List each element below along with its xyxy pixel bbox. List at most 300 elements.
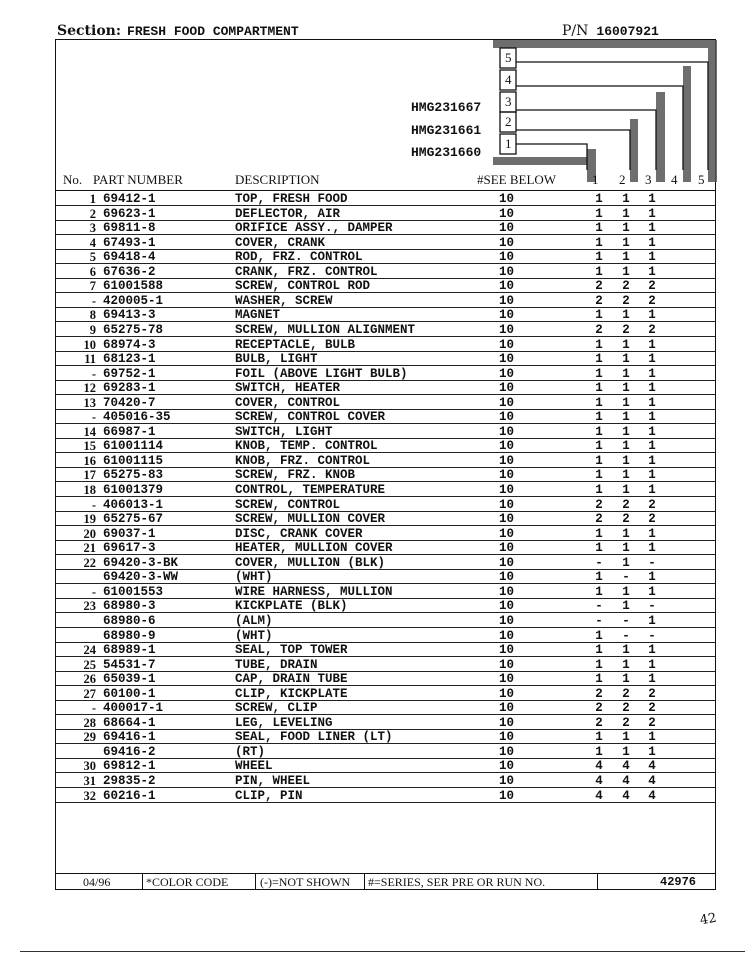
- model-staircase: [56, 40, 717, 191]
- row-part-number: 68989-1: [103, 643, 156, 658]
- row-description: DEFLECTOR, AIR: [235, 206, 341, 221]
- row-part-number: 54531-7: [103, 657, 156, 672]
- row-see-below: 10: [499, 192, 515, 206]
- row-number: 27: [83, 686, 96, 701]
- table-row: [56, 599, 715, 613]
- model-col-num: 5: [505, 50, 512, 65]
- row-qty-model-2: -: [622, 613, 630, 628]
- model-col-num: 1: [505, 136, 512, 151]
- table-row: [56, 410, 715, 424]
- row-qty-model-1: 1: [595, 468, 603, 483]
- table-row: [56, 294, 715, 308]
- row-part-number: 68980-9: [103, 628, 156, 643]
- row-part-number: 420005-1: [103, 293, 164, 308]
- row-part-number: 69416-2: [103, 744, 156, 759]
- row-part-number: 69420-3-BK: [103, 555, 179, 570]
- row-description: (WHT): [235, 628, 273, 643]
- row-description: SEAL, TOP TOWER: [235, 643, 348, 658]
- footer-series: #=SERIES, SER PRE OR RUN NO.: [368, 875, 546, 889]
- row-qty-model-3: 1: [648, 250, 656, 265]
- row-part-number: 68664-1: [103, 715, 156, 730]
- table-row: [56, 265, 715, 279]
- row-qty-model-3: 1: [648, 730, 656, 745]
- row-see-below: 10: [499, 555, 515, 570]
- row-qty-model-3: 1: [648, 410, 656, 425]
- row-part-number: 66987-1: [103, 424, 156, 439]
- table-row: [56, 789, 715, 803]
- row-part-number: 65275-67: [103, 512, 164, 527]
- row-number: -: [91, 410, 96, 425]
- row-part-number: 61001588: [103, 279, 164, 294]
- row-see-below: 10: [499, 235, 515, 250]
- row-qty-model-3: 2: [648, 279, 656, 294]
- row-description: SCREW, MULLION COVER: [235, 512, 386, 527]
- row-qty-model-2: 1: [622, 264, 630, 279]
- table-row: [56, 556, 715, 570]
- row-number: 24: [83, 643, 96, 658]
- row-part-number: 69418-4: [103, 250, 156, 265]
- row-see-below: 10: [499, 206, 515, 221]
- row-number: 1: [89, 192, 96, 206]
- footer-color-code: *COLOR CODE: [146, 875, 229, 889]
- row-see-below: 10: [499, 628, 515, 643]
- row-qty-model-3: 1: [648, 308, 656, 323]
- row-number: 28: [83, 715, 96, 730]
- row-rule: [56, 802, 715, 803]
- row-part-number: 61001114: [103, 439, 164, 454]
- row-qty-model-2: 1: [622, 643, 630, 658]
- row-part-number: 69416-1: [103, 730, 156, 745]
- row-qty-model-3: 1: [648, 395, 656, 410]
- row-see-below: 10: [499, 774, 515, 788]
- row-part-number: 67493-1: [103, 235, 156, 250]
- row-number: -: [91, 293, 96, 308]
- row-number: 13: [83, 395, 96, 410]
- row-qty-model-1: 1: [595, 264, 603, 279]
- row-qty-model-2: 2: [622, 293, 630, 308]
- row-qty-model-2: 1: [622, 221, 630, 236]
- row-qty-model-3: -: [648, 555, 656, 570]
- row-qty-model-2: 1: [622, 308, 630, 323]
- row-see-below: 10: [499, 250, 515, 265]
- row-qty-model-2: 2: [622, 512, 630, 527]
- row-see-below: 10: [499, 643, 515, 658]
- row-part-number: 68123-1: [103, 352, 156, 367]
- row-qty-model-2: 1: [622, 337, 630, 352]
- row-number: 18: [83, 483, 96, 497]
- row-part-number: 60216-1: [103, 788, 156, 803]
- model-col-num: 3: [505, 94, 512, 109]
- row-description: COVER, MULLION (BLK): [235, 555, 386, 570]
- row-qty-model-2: 1: [622, 584, 630, 599]
- row-see-below: 10: [499, 788, 515, 803]
- row-see-below: 10: [499, 410, 515, 425]
- header-rule: [56, 190, 715, 191]
- row-qty-model-3: 2: [648, 701, 656, 716]
- row-qty-model-1: 1: [595, 672, 603, 687]
- row-part-number: 61001553: [103, 584, 164, 599]
- row-qty-model-3: 1: [648, 613, 656, 628]
- row-qty-model-3: 1: [648, 192, 656, 206]
- row-see-below: 10: [499, 366, 515, 381]
- row-description: CLIP, PIN: [235, 788, 303, 803]
- row-see-below: 10: [499, 308, 515, 323]
- row-qty-model-3: 1: [648, 584, 656, 599]
- row-qty-model-3: 2: [648, 322, 656, 337]
- col-header-model-4: 4: [671, 172, 678, 187]
- row-description: WIRE HARNESS, MULLION: [235, 584, 393, 599]
- row-number: -: [91, 584, 96, 599]
- row-see-below: 10: [499, 541, 515, 556]
- row-qty-model-3: 1: [648, 657, 656, 672]
- row-part-number: 65039-1: [103, 672, 156, 687]
- row-number: 15: [83, 439, 96, 454]
- row-see-below: 10: [499, 424, 515, 439]
- row-description: SWITCH, LIGHT: [235, 424, 333, 439]
- row-description: ROD, FRZ. CONTROL: [235, 250, 363, 265]
- row-qty-model-3: 1: [648, 221, 656, 236]
- table-row: [56, 716, 715, 730]
- table-row: [56, 730, 715, 744]
- row-part-number: 69812-1: [103, 759, 156, 774]
- row-description: (ALM): [235, 613, 273, 628]
- col-header-see-below: #SEE BELOW: [477, 172, 557, 187]
- row-qty-model-3: 1: [648, 235, 656, 250]
- row-see-below: 10: [499, 570, 515, 585]
- row-qty-model-1: 2: [595, 322, 603, 337]
- row-qty-model-1: 1: [595, 744, 603, 759]
- row-qty-model-2: 2: [622, 715, 630, 730]
- row-qty-model-1: 1: [595, 250, 603, 265]
- row-qty-model-2: 1: [622, 672, 630, 687]
- row-part-number: 70420-7: [103, 395, 156, 410]
- row-see-below: 10: [499, 483, 515, 497]
- row-description: ORIFICE ASSY., DAMPER: [235, 221, 393, 236]
- table-row: [56, 759, 715, 773]
- row-see-below: 10: [499, 526, 515, 541]
- row-see-below: 10: [499, 599, 515, 614]
- row-number: 14: [83, 424, 96, 439]
- row-qty-model-3: 1: [648, 381, 656, 396]
- row-number: 2: [89, 206, 96, 221]
- row-number: 29: [83, 730, 96, 745]
- row-number: 20: [83, 526, 96, 541]
- section-header: [57, 23, 299, 39]
- row-number: 25: [83, 657, 96, 672]
- row-qty-model-2: 1: [622, 410, 630, 425]
- row-part-number: 65275-78: [103, 322, 164, 337]
- row-qty-model-3: -: [648, 628, 656, 643]
- row-see-below: 10: [499, 613, 515, 628]
- row-qty-model-2: 1: [622, 730, 630, 745]
- row-number: 6: [89, 264, 96, 279]
- footer-not-shown: (-)=NOT SHOWN: [260, 875, 351, 889]
- row-description: COVER, CRANK: [235, 235, 326, 250]
- row-qty-model-3: 1: [648, 439, 656, 454]
- row-part-number: 400017-1: [103, 701, 164, 716]
- row-qty-model-3: 1: [648, 206, 656, 221]
- row-qty-model-3: 1: [648, 541, 656, 556]
- row-part-number: 69752-1: [103, 366, 156, 381]
- row-qty-model-2: 1: [622, 192, 630, 206]
- row-number: 30: [83, 759, 96, 774]
- table-row: [56, 468, 715, 482]
- col-header-model-3: 3: [645, 172, 652, 187]
- handwritten-page-number: 42: [698, 910, 718, 929]
- table-row: [56, 250, 715, 264]
- row-qty-model-1: 1: [595, 410, 603, 425]
- row-qty-model-3: 1: [648, 483, 656, 497]
- section-value: FRESH FOOD COMPARTMENT: [127, 24, 299, 39]
- row-qty-model-2: 1: [622, 468, 630, 483]
- row-qty-model-3: 1: [648, 672, 656, 687]
- row-qty-model-3: 1: [648, 264, 656, 279]
- row-see-below: 10: [499, 701, 515, 716]
- row-number: 19: [83, 512, 96, 527]
- row-part-number: 65275-83: [103, 468, 164, 483]
- row-description: SWITCH, HEATER: [235, 381, 341, 396]
- model-key: [56, 40, 715, 191]
- col-header-model-5: 5: [698, 172, 705, 187]
- table-row: [56, 192, 715, 206]
- parts-table: [55, 39, 716, 890]
- row-description: BULB, LIGHT: [235, 352, 318, 367]
- row-number: 11: [84, 352, 96, 367]
- row-qty-model-3: 2: [648, 686, 656, 701]
- row-qty-model-3: -: [648, 599, 656, 614]
- row-part-number: 61001115: [103, 453, 164, 468]
- table-row: [56, 381, 715, 395]
- model-code: HMG231667: [411, 100, 482, 115]
- row-qty-model-3: 1: [648, 366, 656, 381]
- row-qty-model-1: 1: [595, 453, 603, 468]
- row-see-below: 10: [499, 337, 515, 352]
- row-qty-model-2: 1: [622, 453, 630, 468]
- row-see-below: 10: [499, 584, 515, 599]
- row-qty-model-3: 2: [648, 497, 656, 512]
- row-qty-model-1: 1: [595, 570, 603, 585]
- row-description: HEATER, MULLION COVER: [235, 541, 393, 556]
- row-qty-model-1: 1: [595, 337, 603, 352]
- row-see-below: 10: [499, 512, 515, 527]
- table-row: [56, 207, 715, 221]
- model-code: HMG231660: [411, 145, 482, 160]
- row-description: COVER, CONTROL: [235, 395, 341, 410]
- row-qty-model-2: 1: [622, 555, 630, 570]
- row-description: SCREW, CONTROL: [235, 497, 341, 512]
- row-part-number: 69420-3-WW: [103, 570, 179, 585]
- row-qty-model-3: 1: [648, 352, 656, 367]
- row-qty-model-1: 2: [595, 686, 603, 701]
- table-row: [56, 439, 715, 453]
- row-qty-model-1: 1: [595, 424, 603, 439]
- row-number: 23: [83, 599, 96, 614]
- row-description: SCREW, MULLION ALIGNMENT: [235, 322, 416, 337]
- row-qty-model-3: 1: [648, 468, 656, 483]
- row-qty-model-2: 1: [622, 599, 630, 614]
- row-see-below: 10: [499, 439, 515, 454]
- row-qty-model-2: 2: [622, 497, 630, 512]
- row-qty-model-3: 4: [648, 774, 656, 788]
- row-description: SCREW, CONTROL ROD: [235, 279, 371, 294]
- row-qty-model-2: 1: [622, 235, 630, 250]
- row-see-below: 10: [499, 657, 515, 672]
- row-part-number: 67636-2: [103, 264, 156, 279]
- row-see-below: 10: [499, 468, 515, 483]
- row-see-below: 10: [499, 744, 515, 759]
- row-qty-model-2: 2: [622, 686, 630, 701]
- row-description: WHEEL: [235, 759, 273, 774]
- row-qty-model-2: 1: [622, 250, 630, 265]
- table-row: [56, 585, 715, 599]
- bottom-rule: [20, 951, 745, 952]
- table-row: [56, 425, 715, 439]
- model-code: HMG231661: [411, 123, 482, 138]
- part-number-header: [562, 23, 659, 39]
- col-header-model-1: 1: [592, 172, 599, 187]
- row-number: 5: [89, 250, 96, 265]
- row-see-below: 10: [499, 395, 515, 410]
- col-header-description: DESCRIPTION: [235, 172, 320, 187]
- row-number: -: [91, 366, 96, 381]
- row-part-number: 29835-2: [103, 774, 156, 788]
- row-qty-model-3: 1: [648, 424, 656, 439]
- pn-label: P/N: [562, 23, 589, 39]
- row-qty-model-2: 4: [622, 788, 630, 803]
- row-qty-model-1: 2: [595, 293, 603, 308]
- row-number: 8: [89, 308, 96, 323]
- row-number: 12: [83, 381, 96, 396]
- row-qty-model-2: 1: [622, 541, 630, 556]
- row-qty-model-2: 1: [622, 744, 630, 759]
- row-qty-model-1: 1: [595, 643, 603, 658]
- footer: [55, 874, 716, 890]
- row-qty-model-1: 1: [595, 381, 603, 396]
- row-number: 22: [83, 555, 96, 570]
- row-number: -: [91, 497, 96, 512]
- row-description: WASHER, SCREW: [235, 293, 333, 308]
- row-qty-model-1: 1: [595, 308, 603, 323]
- row-qty-model-3: 4: [648, 759, 656, 774]
- row-description: DISC, CRANK COVER: [235, 526, 363, 541]
- row-description: KNOB, FRZ. CONTROL: [235, 453, 371, 468]
- row-part-number: 68980-6: [103, 613, 156, 628]
- row-qty-model-2: 1: [622, 657, 630, 672]
- row-qty-model-1: 1: [595, 439, 603, 454]
- row-qty-model-1: 1: [595, 657, 603, 672]
- table-row: [56, 308, 715, 322]
- section-label: Section:: [57, 23, 122, 39]
- row-qty-model-2: -: [622, 570, 630, 585]
- row-qty-model-2: 1: [622, 395, 630, 410]
- table-row: [56, 498, 715, 512]
- table-row: [56, 454, 715, 468]
- row-description: RECEPTACLE, BULB: [235, 337, 356, 352]
- row-number: 32: [83, 788, 96, 803]
- row-qty-model-2: 1: [622, 206, 630, 221]
- row-see-below: 10: [499, 264, 515, 279]
- footer-divider: [142, 874, 143, 890]
- row-description: PIN, WHEEL: [235, 774, 311, 788]
- col-header-no: No.: [63, 172, 83, 187]
- row-qty-model-1: 1: [595, 395, 603, 410]
- table-row: [56, 338, 715, 352]
- table-row: [56, 629, 715, 643]
- row-qty-model-2: 1: [622, 424, 630, 439]
- row-description: CAP, DRAIN TUBE: [235, 672, 348, 687]
- row-qty-model-1: 1: [595, 730, 603, 745]
- row-see-below: 10: [499, 279, 515, 294]
- table-row: [56, 614, 715, 628]
- row-description: CLIP, KICKPLATE: [235, 686, 348, 701]
- table-row: [56, 367, 715, 381]
- row-number: 10: [83, 337, 96, 352]
- row-qty-model-3: 2: [648, 715, 656, 730]
- row-qty-model-3: 1: [648, 526, 656, 541]
- table-row: [56, 687, 715, 701]
- row-qty-model-1: 2: [595, 715, 603, 730]
- row-qty-model-3: 2: [648, 512, 656, 527]
- table-row: [56, 527, 715, 541]
- row-qty-model-1: 1: [595, 526, 603, 541]
- footer-date: 04/96: [83, 875, 111, 889]
- row-description: (RT): [235, 744, 266, 759]
- row-description: FOIL (ABOVE LIGHT BULB): [235, 366, 408, 381]
- row-qty-model-3: 1: [648, 453, 656, 468]
- row-qty-model-2: 4: [622, 774, 630, 788]
- row-part-number: 69413-3: [103, 308, 156, 323]
- row-qty-model-2: 1: [622, 483, 630, 497]
- row-qty-model-1: 1: [595, 352, 603, 367]
- row-part-number: 60100-1: [103, 686, 156, 701]
- row-qty-model-3: 1: [648, 337, 656, 352]
- row-description: LEG, LEVELING: [235, 715, 333, 730]
- row-qty-model-1: 1: [595, 206, 603, 221]
- table-row: [56, 672, 715, 686]
- model-col-num: 2: [505, 114, 512, 129]
- row-see-below: 10: [499, 381, 515, 396]
- row-qty-model-1: 1: [595, 221, 603, 236]
- row-qty-model-1: -: [595, 613, 603, 628]
- row-description: KNOB, TEMP. CONTROL: [235, 439, 378, 454]
- row-number: 9: [89, 322, 96, 337]
- row-see-below: 10: [499, 672, 515, 687]
- row-qty-model-2: 1: [622, 366, 630, 381]
- row-number: 21: [83, 541, 96, 556]
- row-part-number: 69412-1: [103, 192, 156, 206]
- row-qty-model-2: 1: [622, 352, 630, 367]
- row-number: -: [91, 701, 96, 716]
- table-row: [56, 396, 715, 410]
- row-number: 26: [83, 672, 96, 687]
- row-see-below: 10: [499, 352, 515, 367]
- row-qty-model-1: 1: [595, 235, 603, 250]
- table-row: [56, 352, 715, 366]
- row-see-below: 10: [499, 715, 515, 730]
- row-number: 31: [83, 774, 96, 788]
- row-see-below: 10: [499, 686, 515, 701]
- row-qty-model-1: 1: [595, 483, 603, 497]
- table-row: [56, 279, 715, 293]
- row-see-below: 10: [499, 497, 515, 512]
- table-row: [56, 570, 715, 584]
- row-description: MAGNET: [235, 308, 281, 323]
- row-qty-model-3: 4: [648, 788, 656, 803]
- table-row: [56, 658, 715, 672]
- row-description: SCREW, CONTROL COVER: [235, 410, 386, 425]
- table-row: [56, 774, 715, 788]
- table-row: [56, 236, 715, 250]
